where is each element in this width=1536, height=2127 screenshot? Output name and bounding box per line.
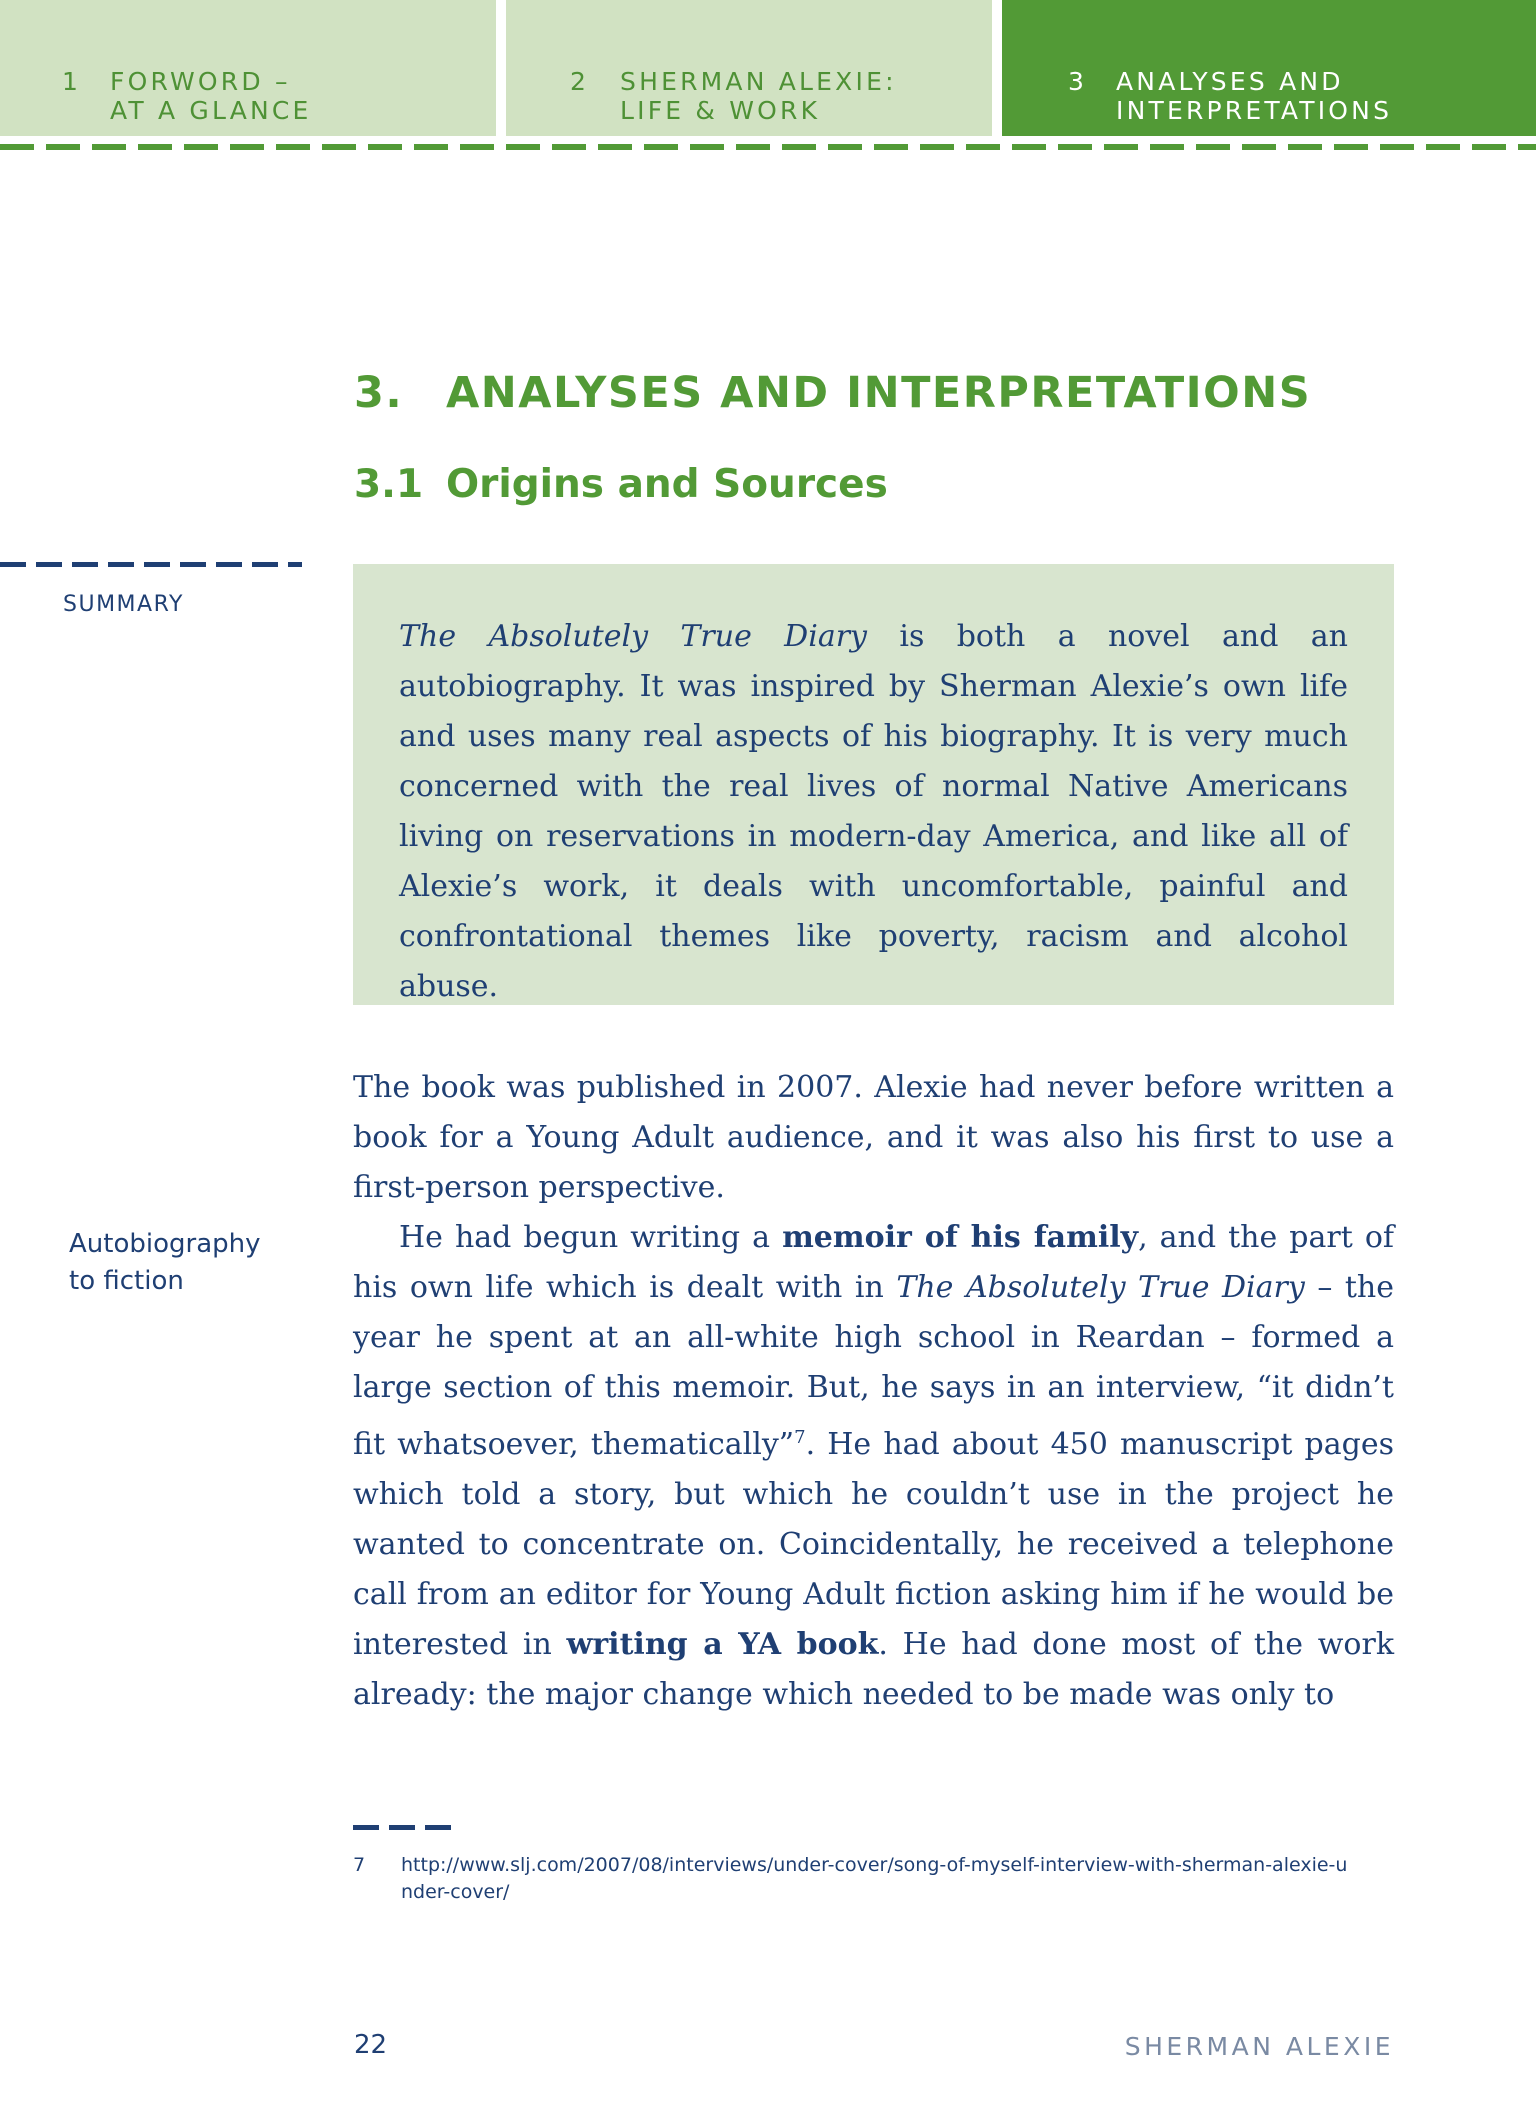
summary-text: The Absolutely True Diary is both a novel and an autobiography. It was inspired by Sherman Alexie’s own life and uses many real aspects of his biography. It is very much concerned with the real lives of normal Native Americans living on reservations in modern-day America, and like all of Alexie’s work, it deals with uncomfortable, painful and confrontational themes like poverty, racism and alcohol abuse. xyxy=(399,619,1348,1004)
header-dashed-rule xyxy=(0,144,1536,150)
footnote xyxy=(353,1852,1353,1906)
footnote-ref[interactable]: 7 xyxy=(794,1427,806,1448)
paragraph-1: The book was published in 2007. Alexie had never before written a book for a Young Adult audience, and it was also his first to use a first-person perspective. xyxy=(353,1070,1394,1205)
tab-label: FORWORD – AT A GLANCE xyxy=(110,67,312,125)
tab-number: 1 xyxy=(62,67,82,96)
tab-forword[interactable] xyxy=(0,0,496,136)
book-title-italic: The Absolutely True Diary xyxy=(399,619,868,654)
tab-analyses-active[interactable] xyxy=(1002,0,1536,136)
chapter-heading xyxy=(354,368,1311,418)
tab-label: ANALYSES AND INTERPRETATIONS xyxy=(1116,67,1393,125)
chapter-number: 3. xyxy=(354,368,404,418)
section-title: Origins and Sources xyxy=(446,462,888,507)
summary-label: SUMMARY xyxy=(63,592,184,617)
body-text xyxy=(353,1063,1394,1720)
tab-number: 2 xyxy=(570,67,590,96)
autobiography-margin-note: Autobiography to fiction xyxy=(69,1229,261,1296)
page-number: 22 xyxy=(354,2030,388,2060)
section-heading xyxy=(354,462,888,507)
summary-box xyxy=(353,564,1394,1005)
footnote-url[interactable]: http://www.slj.com/2007/08/interviews/under-cover/song-of-myself-interview-with-sherman-alexie-under-cover/ xyxy=(401,1854,1348,1903)
chapter-title: ANALYSES AND INTERPRETATIONS xyxy=(446,368,1312,418)
tab-label: SHERMAN ALEXIE: LIFE & WORK xyxy=(620,67,897,125)
paragraph-2: He had begun writing a memoir of his family, and the part of his own life which is dealt with in The Absolutely True Diary – the year he spent at an all-white high school in Reardan – formed a large section of this memoir. But, he says in an interview, “it didn’t fit whatsoever, thematically”$^7$. He had about 450 manuscript pages which told a story, but which he couldn’t use in the project he wanted to concentrate on. Coincidentally, he received a telephone call from an editor for Young Adult fiction asking him if he would be interested in writing a YA book. He had done most of the work already: the major change which needed to be made was only to xyxy=(353,1220,1394,1712)
footnote-number: 7 xyxy=(353,1854,366,1876)
section-number: 3.1 xyxy=(354,462,424,507)
margin-dashed-rule xyxy=(0,562,302,567)
tab-life-and-work[interactable] xyxy=(506,0,992,136)
tab-number: 3 xyxy=(1068,67,1088,96)
running-title: SHERMAN ALEXIE xyxy=(1124,2032,1394,2061)
footnote-rule xyxy=(353,1825,457,1830)
